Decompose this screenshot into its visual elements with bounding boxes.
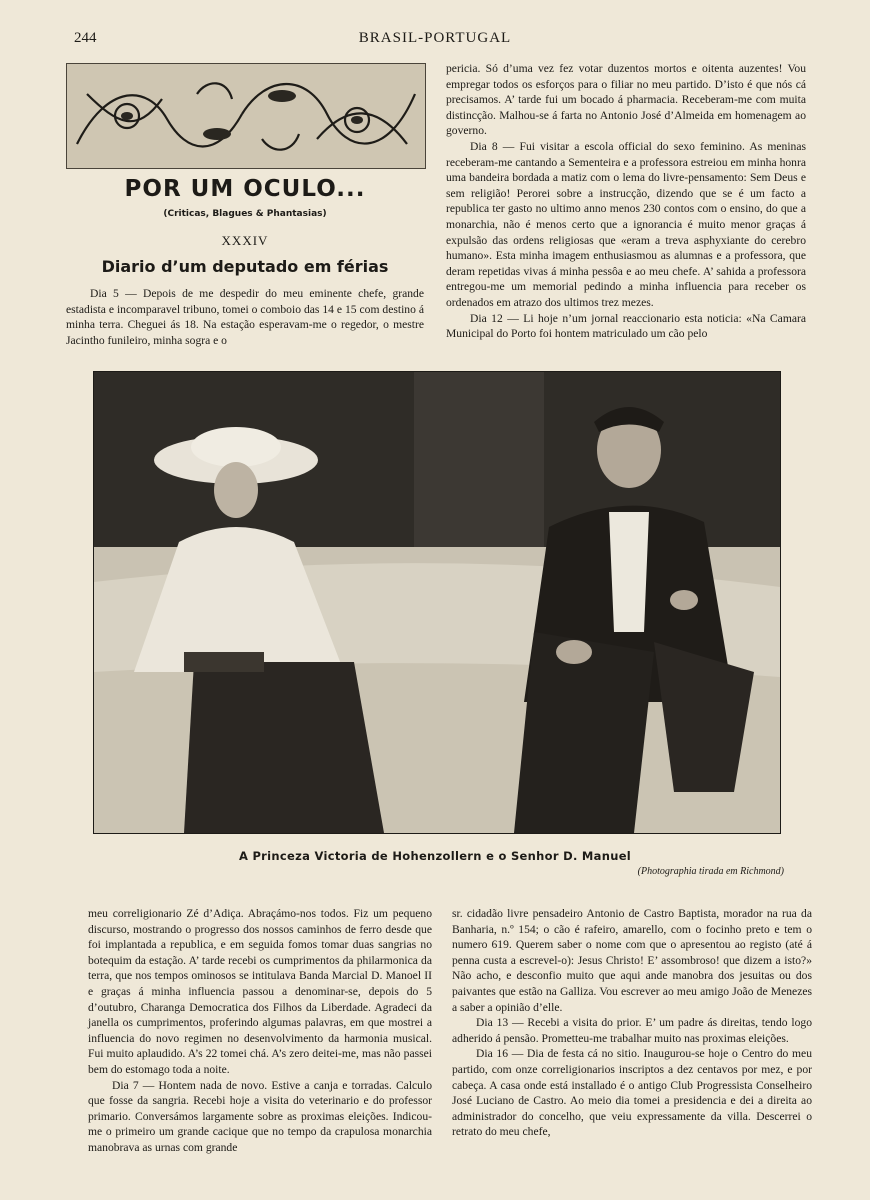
- paragraph: Dia 16 — Dia de festa cá no sitio. Inaugurou-se hoje o Centro do meu partido, com onze correligionarios inscriptos a dez centavos por mez, e por cabeça. A casa onde está installado é o antigo Club Progressista Conselheiro José Luciano de Castro. Ao meio dia tomei a presidencia e dei a direita ao administrador do concelho, que veiu expressamente da villa. Descerrei o retrato do meu chefe,: [452, 1047, 812, 1139]
- section-title: POR UM OCULO...: [124, 176, 366, 202]
- chapter-number: XXXIV: [221, 233, 269, 248]
- text-column-top-left: [66, 286, 424, 348]
- ornamental-header-engraving: [66, 63, 426, 169]
- section-subtitle: (Criticas, Blagues & Phantasias): [163, 209, 327, 219]
- text-column-bottom-right: [452, 906, 812, 1140]
- photo-caption: A Princeza Victoria de Hohenzollern e o Senhor D. Manuel: [238, 849, 632, 863]
- paragraph: sr. cidadão livre pensadeiro Antonio de Castro Baptista, morador na rua da Banharia, n.º 154; o cão é rafeiro, amarello, com o focinho preto e tem o numero 619. Querem saber o nome com que o apresentou ao registo (até á penna custa a escrevel-o): Jesus Christo! E’ assombroso! que dizem a isto?» Não acho, e desconfio muito que aqui ande manobra dos jesuitas ou dos paivantes que estão na Galliza. Vou escrever ao meu amigo João de Menezes a saber a opinião d’elle.: [452, 907, 812, 1014]
- text-column-top-right: [446, 61, 806, 342]
- page-number: 244: [74, 30, 97, 46]
- portrait-photograph: [93, 371, 781, 834]
- paragraph: pericia. Só d’uma vez fez votar duzentos mortos e oitenta auzentes! Vou empregar todos os esforços para o filiar no meu partido. D’isto é que nós cá precisamos. A’ tarde fui um bocado á pharmacia. Receberam-me com muita distincção. Malhou-se á farta no Antonio José d’Almeida em homenagem ao governo.: [446, 62, 806, 138]
- paragraph: Dia 12 — Li hoje n’um jornal reaccionario esta noticia: «Na Camara Municipal do Porto foi hontem matriculado um cão pelo: [446, 311, 806, 341]
- photo-illustration: [94, 372, 780, 833]
- ornament-scroll-icon: [67, 64, 425, 168]
- article-title: Diario d’um deputado em férias: [101, 257, 389, 276]
- photo-credit: (Photographia tirada em Richmond): [637, 866, 784, 877]
- running-title: BRASIL-PORTUGAL: [358, 30, 512, 46]
- paragraph: Dia 8 — Fui visitar a escola official do sexo feminino. As meninas receberam-me cantando a Sementeira e a professora estreiou em minha honra uma bandeira bordada a matiz com o lema do livre-pensamento: Sem Deus e sem religião! Perorei sobre a instrucção, dizendo que se é um facto a republica ter gasto no ultimo anno menos 230 contos com o ensino, do que a monarchia, não é menos certo que a ignorancia é muito menor graças á expulsão das ordens religiosas que «eram a treva asphyxiante do cerebro humano». Esta minha imagem enthusiasmou as alumnas e a professora, que deram repetidas vivas á minha pessôa e ao meu chefe. A’ sahida a professora entregou-me um memorial pedindo a minha influencia para receber os ordenados em atrazo dos ultimos trez mezes.: [446, 139, 806, 309]
- paragraph: Dia 5 — Depois de me despedir do meu eminente chefe, grande estadista e incomparavel tribuno, tomei o comboio das 14 e 15 com destino á minha terra. Cheguei ás 18. Na estação esperavam-me o regedor, o mestre Jacintho funileiro, minha sogra e o: [66, 287, 424, 347]
- paragraph: meu correligionario Zé d’Adiça. Abraçámo-nos todos. Fiz um pequeno discurso, mostrando o progresso dos nossos caminhos de ferro desde que foi implantada a republica, e em seguida fomos tomar duas sangrias no botequim da estação. A’ tarde recebi os cumprimentos da philarmonica da terra, que nos tempos ominosos se intitulava Banda Marcial D. Manoel II e graças á minha influencia passou a denominar-se, depois do 5 d’outubro, Charanga Democratica dos Filhos da Liberdade. Agradeci da janella os cumprimentos, proferindo algumas palavras, em que mostrei a influencia do novo regimen no desenvolvimento da harmonia musical. Fui muito aplaudido. A’s 22 tomei chá. A’s zero deitei-me, mas não passei bem do estomago toda a noite.: [88, 907, 432, 1076]
- paragraph: Dia 13 — Recebi a visita do prior. E’ um padre ás direitas, tendo logo adherido á pensão. Prometteu-me trabalhar muito nas proximas eleições.: [452, 1016, 812, 1045]
- paragraph: Dia 7 — Hontem nada de novo. Estive a canja e torradas. Calculo que fosse da sangria. Recebi hoje a visita do veterinario e do professor primario. Conversámos largamente sobre as proximas eleições. Indicou-me o primeiro um grande cacique que no tempo da crapulosa monarchia manobrava as urnas com grande: [88, 1078, 432, 1154]
- text-column-bottom-left: [88, 906, 432, 1156]
